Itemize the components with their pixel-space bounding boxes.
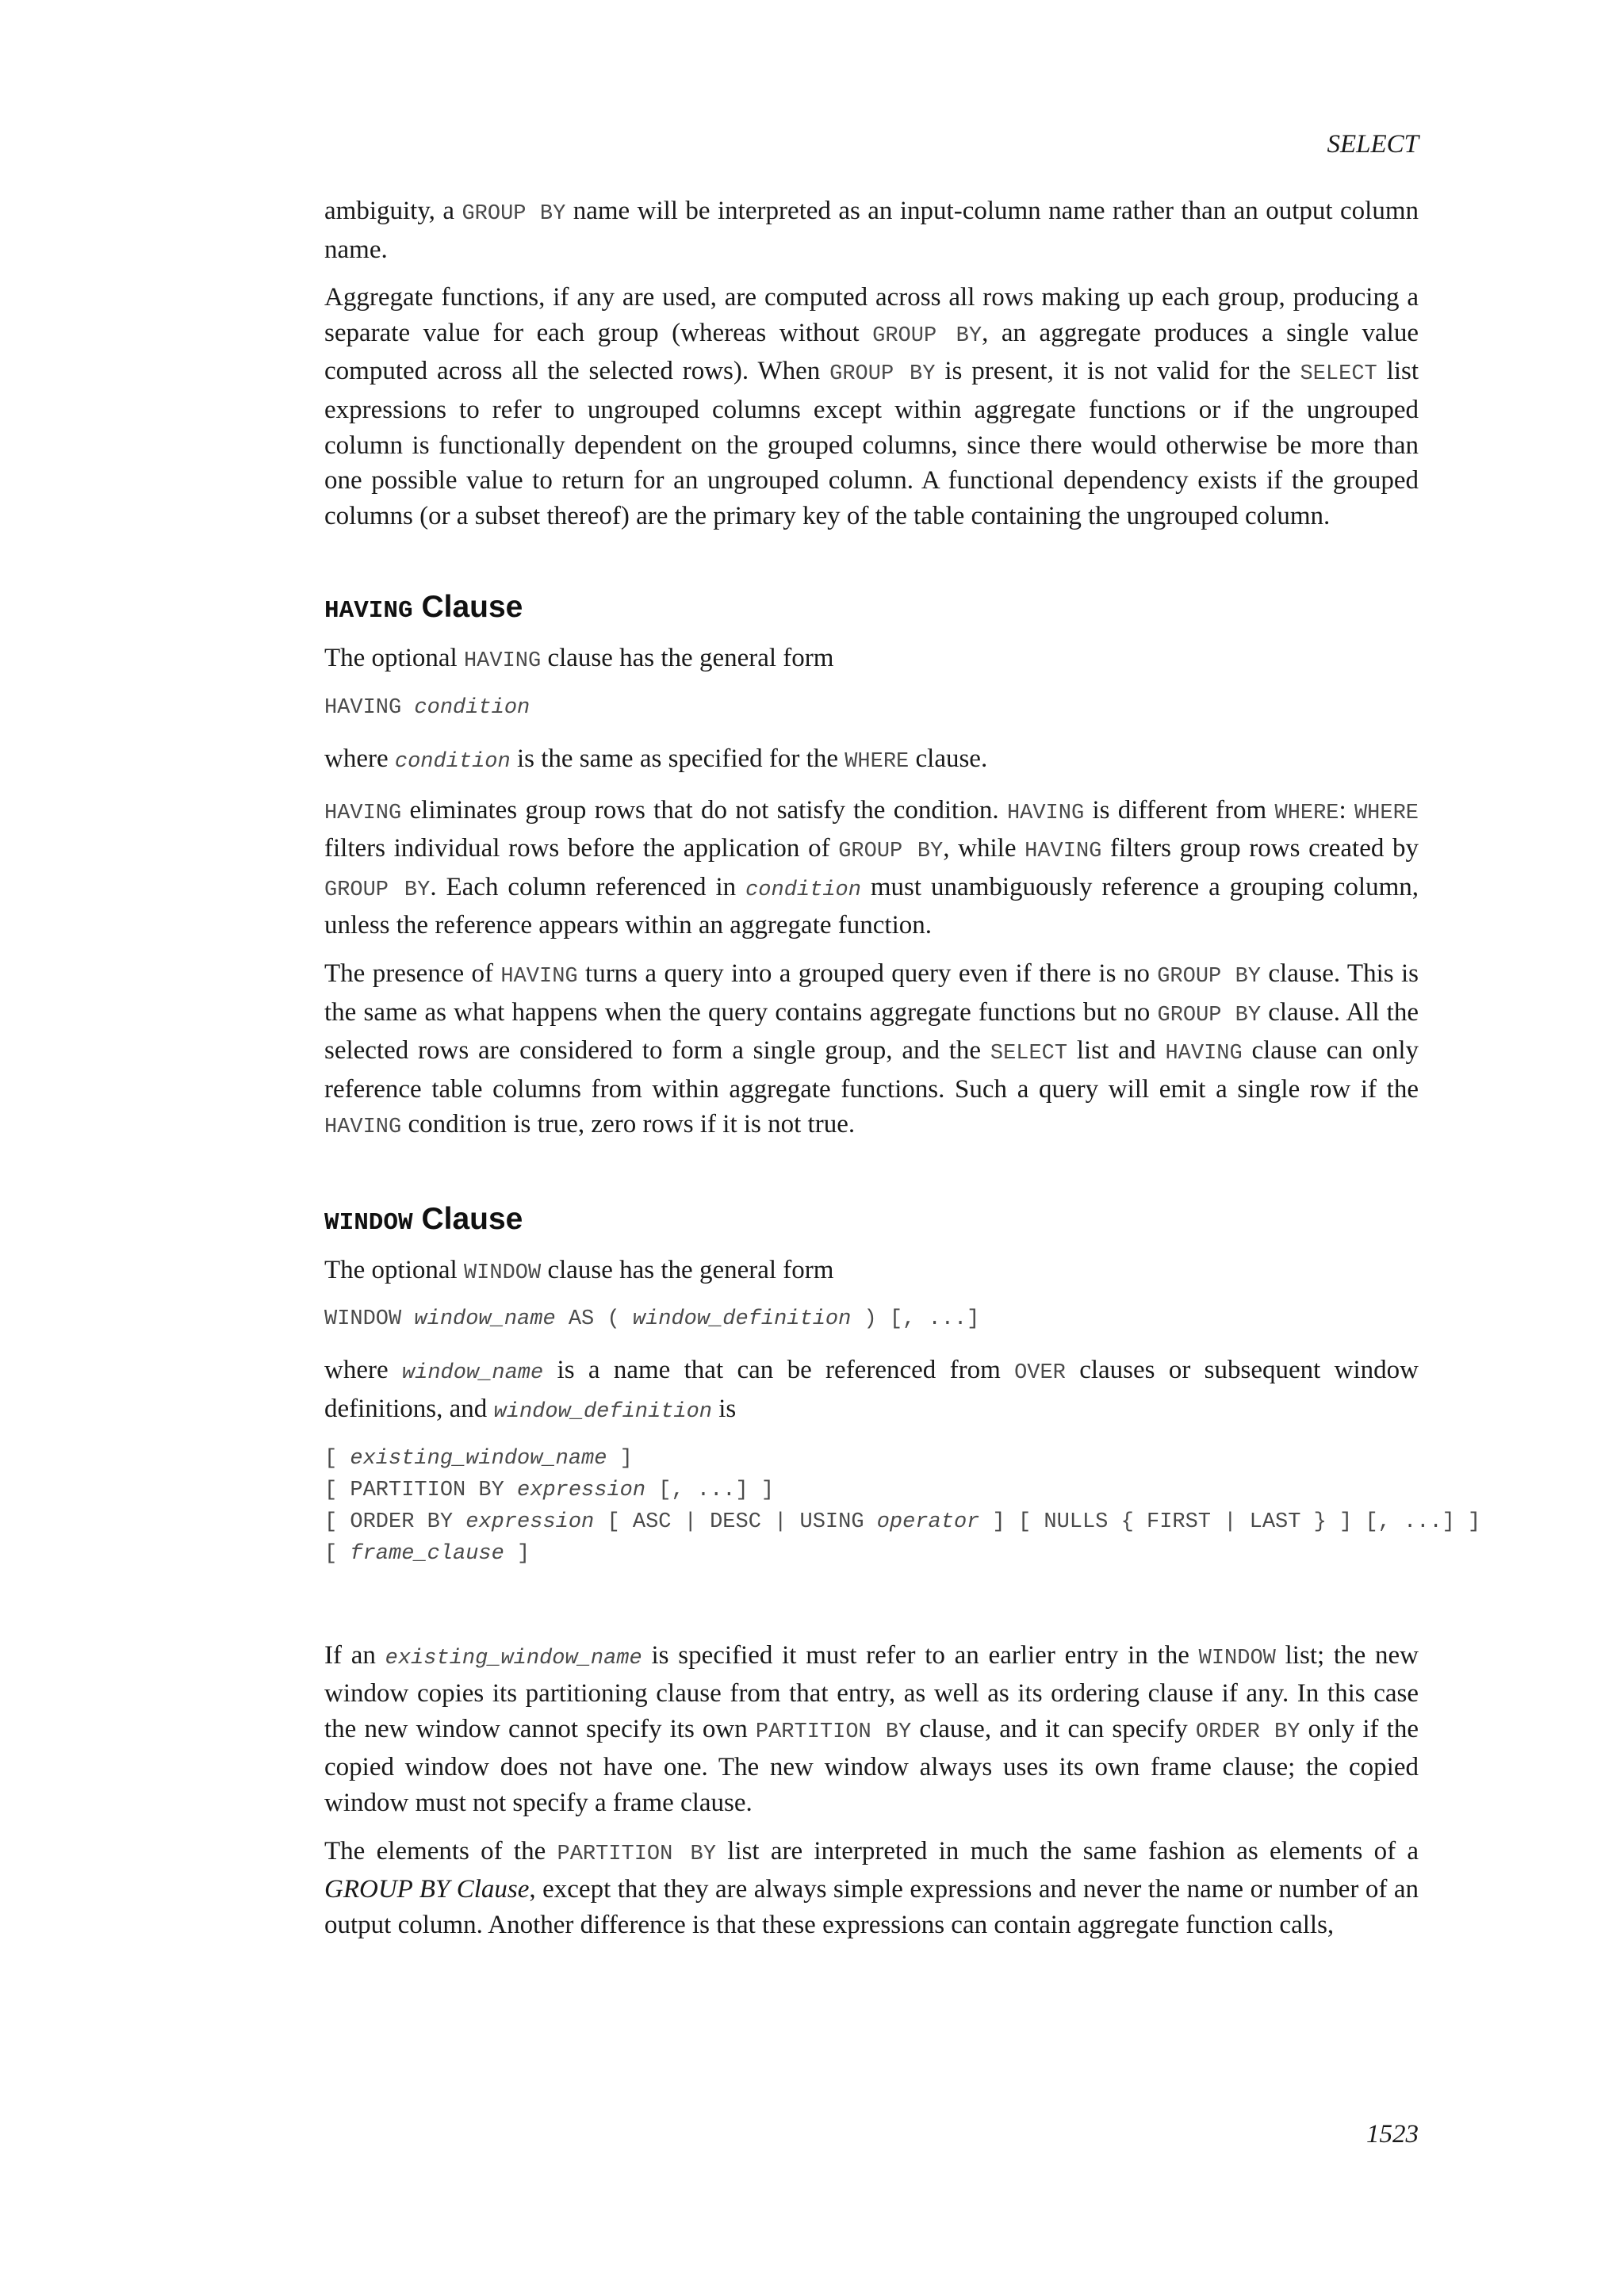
code-term: HAVING — [463, 649, 542, 674]
code-term: GROUP BY — [838, 840, 944, 864]
code-term: existing_window_name — [385, 1646, 642, 1670]
code-term: WINDOW — [1198, 1646, 1276, 1670]
paragraph-having-where: where condition is the same as specified for the WHERE clause. — [324, 744, 988, 774]
code-term: HAVING — [1006, 801, 1085, 825]
paragraph-having-presence: The presence of HAVING turns a query into a grouped query even if there is no GROUP BY clause. This is the same as what happens when the query contains aggregate functions but no GROUP BY clause. All the selected rows are considered to form a single group, and the SELECT list and HAVING clause can only reference table columns from within aggregate functions. Such a query will emit a single row if the HAVING condition is true, zero rows if it is not true. — [324, 959, 1419, 1140]
code-term: GROUP BY — [462, 202, 566, 226]
code-term: HAVING — [1165, 1042, 1243, 1066]
code-term: WHERE — [845, 749, 910, 774]
paragraph-aggregate-functions: Aggregate functions, if any are used, are computed across all rows making up each group, producing a separate value for each group (whereas without GROUP BY, an aggregate produces a single value computed across all the selected rows). When GROUP BY is present, it is not valid for the SELECT list expressions to refer to ungrouped columns except within aggregate functions or if the ungrouped column is functionally dependent on the grouped columns, since there would otherwise be more than one possible value to return for an ungrouped column. A functional dependency exists if the grouped columns (or a subset thereof) are the primary key of the table containing the ungrouped column. — [324, 283, 1419, 530]
code-term: WHERE — [1274, 801, 1339, 825]
code-term: HAVING — [500, 964, 578, 989]
having-syntax: HAVING condition — [324, 695, 530, 720]
code-term: HAVING — [324, 1115, 402, 1140]
code-term: GROUP BY — [872, 323, 982, 348]
cross-reference-link[interactable]: GROUP BY Clause — [324, 1875, 530, 1904]
syntax-line: [ PARTITION BY expression [, ...] ] — [324, 1478, 775, 1502]
page-number: 1523 — [1366, 2120, 1419, 2149]
code-term: GROUP BY — [829, 362, 936, 387]
code-term: WINDOW — [463, 1261, 542, 1285]
paragraph-having-intro: The optional HAVING clause has the general form — [324, 644, 834, 674]
code-term: PARTITION BY — [755, 1720, 912, 1744]
code-term: PARTITION BY — [557, 1842, 716, 1866]
window-syntax: WINDOW window_name AS ( window_definition ) [, ...] — [324, 1307, 980, 1332]
code-term: window_definition — [493, 1400, 713, 1425]
code-term: window_name — [401, 1361, 544, 1386]
syntax-line: [ existing_window_name ] — [324, 1446, 633, 1471]
paragraph-existing-window: If an existing_window_name is specified it must refer to an earlier entry in the WINDOW list; the new window copies its partitioning clause from that entry, as well as its ordering clause if any. In this case the new window cannot specify its own PARTITION BY clause, and it can specify ORDER BY only if the copied window does not have one. The new window always uses its own frame clause; the copied window must not specify a frame clause. — [324, 1640, 1419, 1818]
code-term: condition — [745, 878, 861, 902]
syntax-line: [ frame_clause ] — [324, 1541, 530, 1566]
paragraph-window-where: where window_name is a name that can be referenced from OVER clauses or subsequent window definitions, and window_definition is — [324, 1356, 1419, 1425]
paragraph-partition-by: The elements of the PARTITION BY list are interpreted in much the same fashion as elements of a GROUP BY Clause, except that they are always simple expressions and never the name or number of an output column. Another difference is that these expressions can contain aggregate function calls, — [324, 1836, 1419, 1939]
heading-window-clause: WINDOW Clause — [324, 1201, 523, 1237]
code-term: GROUP BY — [1157, 964, 1262, 989]
code-term: OVER — [1014, 1361, 1066, 1386]
code-term: WHERE — [1354, 801, 1419, 825]
code-term: SELECT — [1300, 362, 1377, 387]
code-term: GROUP BY — [1157, 1003, 1262, 1027]
code-term: GROUP BY — [324, 878, 431, 902]
code-term: condition — [394, 749, 511, 774]
running-header: SELECT — [1327, 130, 1419, 159]
code-term: ORDER BY — [1195, 1720, 1300, 1744]
paragraph-having-eliminates: HAVING eliminates group rows that do not satisfy the condition. HAVING is different from WHERE: WHERE filters individual rows before the application of GROUP BY, while HAVING filters group rows created by GROUP BY. Each column referenced in condition must unambiguously reference a grouping column, unless the reference appears within an aggregate function. — [324, 795, 1419, 940]
heading-having-clause: HAVING Clause — [324, 590, 523, 626]
code-term: HAVING — [324, 801, 402, 825]
code-term: HAVING — [1025, 840, 1102, 864]
code-term: SELECT — [990, 1042, 1068, 1066]
page-body — [324, 193, 1481, 1955]
paragraph-window-intro: The optional WINDOW clause has the general form — [324, 1255, 834, 1285]
window-definition-syntax — [324, 1443, 1481, 1570]
syntax-line: [ ORDER BY expression [ ASC | DESC | USING operator ] [ NULLS { FIRST | LAST } ] [, ...] ] — [324, 1510, 1481, 1534]
paragraph-group-by-ambiguity: ambiguity, a GROUP BY name will be interpreted as an input-column name rather than an output column name. — [324, 197, 1419, 264]
